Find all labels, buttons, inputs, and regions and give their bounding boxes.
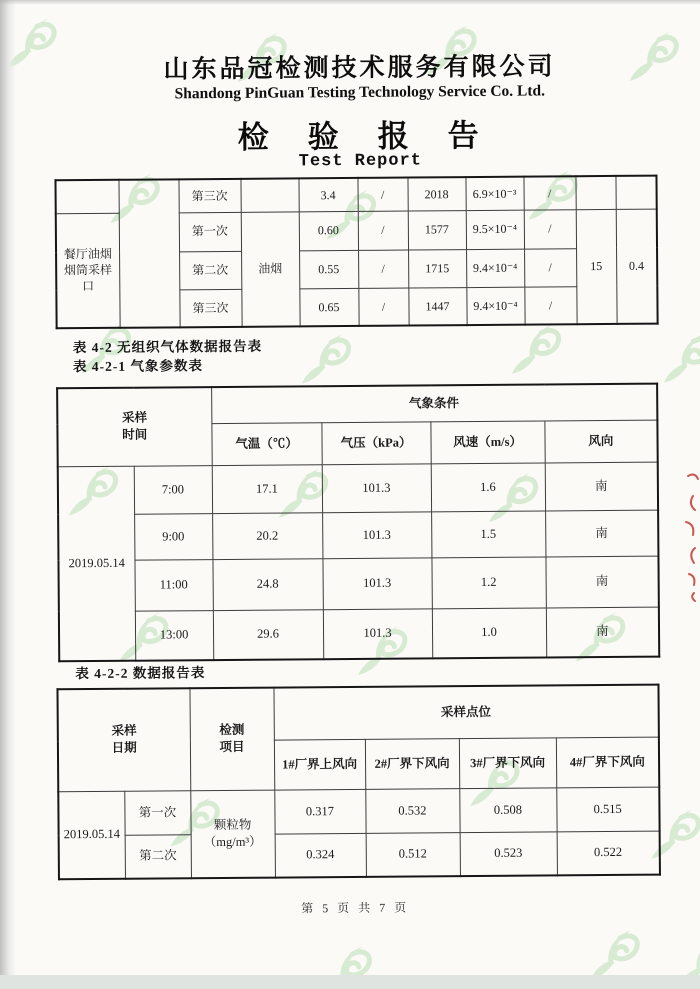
value-cell: 南 — [545, 462, 658, 511]
trial-cell: 第三次 — [179, 289, 241, 327]
value-cell: 南 — [545, 510, 658, 557]
value-cell: 0.60 — [299, 211, 358, 250]
scan-edge-shadow — [0, 0, 16, 989]
report-title: 检 验 报 告 — [237, 117, 483, 155]
time-cell: 9:00 — [134, 513, 212, 560]
value-cell: 101.3 — [322, 557, 431, 609]
time-cell: 11:00 — [134, 559, 212, 611]
value-cell: 0.522 — [557, 831, 660, 876]
value-cell: 29.6 — [213, 609, 323, 660]
value-cell: 0.508 — [459, 787, 556, 832]
company-logo-watermark-icon — [661, 327, 700, 389]
value-cell: / — [524, 209, 576, 248]
sampling-location-cell: 餐厅油烟 烟筒采样 口 — [56, 213, 120, 328]
date-cell: 2019.05.14 — [58, 791, 125, 880]
value-cell: 20.2 — [212, 512, 322, 559]
weather-parameters-table — [56, 383, 660, 663]
value-cell: 南 — [545, 556, 658, 608]
company-logo-watermark-icon — [299, 328, 355, 390]
scan-edge-shadow — [0, 0, 700, 5]
value-cell: 1.6 — [431, 462, 545, 511]
value-cell: 0.65 — [299, 288, 358, 326]
value-cell: 3.4 — [298, 178, 357, 211]
trial-cell: 第一次 — [179, 212, 241, 251]
fugitive-emission-data-table — [56, 684, 661, 881]
value-cell: / — [524, 286, 576, 324]
trial-cell: 第二次 — [125, 834, 191, 879]
company-logo-watermark-icon — [509, 318, 565, 380]
report-title-english: Test Report — [298, 151, 423, 172]
company-name-english: Shandong PinGuan Testing Technology Service Co. Ltd. — [174, 82, 546, 103]
time-cell: 13:00 — [135, 610, 213, 661]
value-cell: 9.4×10⁻⁴ — [466, 287, 524, 325]
trial-cell: 第二次 — [179, 251, 241, 289]
limit-cell: 15 — [576, 209, 617, 324]
value-cell: / — [358, 211, 408, 250]
page-number: 第 5 页 共 7 页 — [301, 900, 410, 916]
col-header-point-2: 2#厂界下风向 — [365, 738, 459, 789]
empty-cell — [615, 176, 656, 209]
empty-cell — [240, 178, 298, 211]
table-4-2-2-caption: 表 4-2-2 数据报告表 — [75, 665, 206, 682]
value-cell: 101.3 — [322, 511, 431, 558]
value-cell: / — [357, 178, 407, 211]
value-cell: 1715 — [408, 249, 466, 287]
company-name: 山东品冠检测技术服务有限公司 — [163, 53, 556, 84]
empty-cell — [55, 180, 118, 213]
value-cell: 2018 — [407, 177, 465, 210]
value-cell: 1447 — [408, 287, 466, 325]
col-header-point-1: 1#厂界上风向 — [274, 739, 365, 790]
col-header-sampling-date: 采样 日期 — [57, 688, 190, 791]
col-header-weather-conditions: 气象条件 — [211, 384, 657, 424]
value-cell: / — [524, 248, 576, 286]
value-cell: 0.532 — [365, 788, 459, 833]
item-cell: 油烟 — [241, 211, 300, 326]
col-header-test-item: 检测 项目 — [189, 688, 274, 791]
value-cell: 24.8 — [212, 558, 322, 610]
col-header-wind-direction: 风向 — [544, 420, 657, 463]
result-cell: 0.4 — [616, 209, 658, 324]
table-4-2-1-caption: 表 4-2-1 气象参数表 — [72, 358, 203, 375]
value-cell: 1.0 — [432, 607, 546, 658]
item-cell: 颗粒物 （mg/m³） — [190, 790, 275, 879]
value-cell: 101.3 — [322, 463, 431, 512]
value-cell: 0.55 — [299, 250, 358, 288]
col-header-sampling-points: 采样点位 — [273, 685, 658, 740]
value-cell: / — [358, 288, 408, 326]
trial-cell: 第一次 — [124, 790, 190, 835]
col-header-temperature: 气温（℃） — [211, 422, 321, 465]
col-header-pressure: 气压（kPa） — [321, 421, 430, 464]
col-header-point-3: 3#厂界下风向 — [459, 737, 556, 788]
date-cell: 2019.05.14 — [58, 466, 136, 662]
value-cell: 南 — [546, 607, 659, 658]
value-cell: / — [358, 250, 408, 288]
table-4-2-caption: 表 4-2 无组织气体数据报告表 — [72, 338, 263, 356]
red-ink-marks — [682, 468, 700, 603]
value-cell: 0.515 — [556, 787, 659, 832]
scan-edge-shadow — [0, 975, 700, 989]
value-cell: 1.5 — [431, 510, 545, 557]
col-header-wind-speed: 风速（m/s） — [430, 420, 544, 463]
col-header-point-4: 4#厂界下风向 — [556, 737, 659, 788]
value-cell: 9.4×10⁻⁴ — [466, 249, 524, 287]
value-cell: 17.1 — [212, 464, 322, 513]
value-cell: 0.324 — [275, 833, 366, 878]
col-header-sampling-time: 采样 时间 — [57, 387, 212, 466]
value-cell: 0.512 — [366, 832, 460, 877]
value-cell: 9.5×10⁻⁴ — [466, 210, 524, 249]
value-cell: 1577 — [408, 210, 466, 249]
value-cell: 6.9×10⁻³ — [465, 177, 523, 210]
empty-cell — [575, 176, 615, 209]
value-cell: 0.317 — [274, 789, 365, 834]
value-cell: / — [523, 176, 575, 209]
value-cell: 1.2 — [431, 556, 545, 608]
oil-fume-results-table — [54, 175, 658, 330]
empty-cell — [118, 179, 179, 327]
trial-cell: 第三次 — [178, 179, 240, 212]
value-cell: 101.3 — [323, 608, 432, 659]
time-cell: 7:00 — [134, 465, 212, 514]
value-cell: 0.523 — [460, 831, 557, 876]
